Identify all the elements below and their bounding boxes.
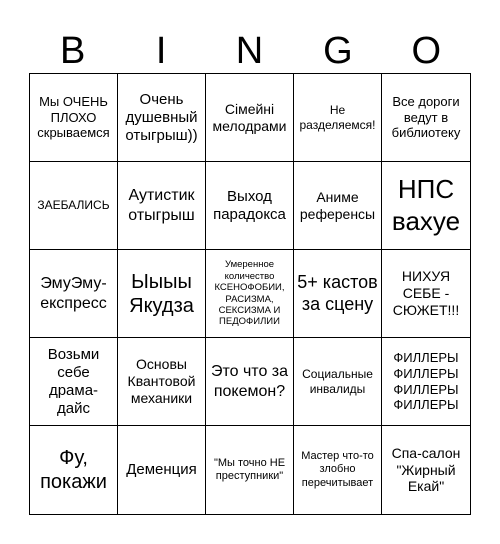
- bingo-card: [29, 73, 471, 515]
- bingo-cell[interactable]: Социальные инвалиды: [294, 338, 382, 426]
- bingo-cell[interactable]: Ыыыы Якудза: [118, 250, 206, 338]
- bingo-cell[interactable]: НИХУЯ СЕБЕ - СЮЖЕТ!!!: [382, 250, 470, 338]
- bingo-cell[interactable]: "Мы точно НЕ преступники": [206, 426, 294, 514]
- header-letter-n: N: [235, 29, 265, 72]
- bingo-cell[interactable]: Деменция: [118, 426, 206, 514]
- bingo-cell[interactable]: Аутистик отыгрыш: [118, 162, 206, 250]
- bingo-cell[interactable]: Выход парадокса: [206, 162, 294, 250]
- bingo-cell[interactable]: ЭмуЭму-експресс: [30, 250, 118, 338]
- bingo-cell[interactable]: Возьми себе драма-дайс: [30, 338, 118, 426]
- bingo-cell[interactable]: Это что за покемон?: [206, 338, 294, 426]
- bingo-cell[interactable]: Фу, покажи: [30, 426, 118, 514]
- bingo-cell[interactable]: Сімейні мелодрами: [206, 74, 294, 162]
- header-letter-g: G: [323, 29, 354, 72]
- bingo-header: [29, 28, 471, 74]
- bingo-cell[interactable]: Не разделяемся!: [294, 74, 382, 162]
- header-letter-o: O: [411, 29, 443, 72]
- bingo-cell[interactable]: Аниме референсы: [294, 162, 382, 250]
- bingo-cell[interactable]: 5+ кастов за сцену: [294, 250, 382, 338]
- bingo-cell[interactable]: Мастер что-то злобно перечитывает: [294, 426, 382, 514]
- bingo-cell[interactable]: Мы ОЧЕНЬ ПЛОХО скрываемся: [30, 74, 118, 162]
- bingo-cell[interactable]: НПС вахуе: [382, 162, 470, 250]
- bingo-cell[interactable]: Очень душевный отыгрыш)): [118, 74, 206, 162]
- header-letter-b: B: [60, 29, 87, 72]
- bingo-cell[interactable]: ЗАЕБАЛИСЬ: [30, 162, 118, 250]
- header-letter-i: I: [155, 29, 168, 72]
- bingo-cell[interactable]: Умеренное количество КСЕНОФОБИИ, РАСИЗМА, СЕКСИЗМА И ПЕДОФИЛИИ: [206, 250, 294, 338]
- bingo-cell[interactable]: Спа-салон "Жирный Екай": [391, 444, 461, 495]
- bingo-cell[interactable]: Все дороги ведут в библиотеку: [382, 74, 470, 162]
- bingo-cell[interactable]: ФИЛЛЕРЫ ФИЛЛЕРЫ ФИЛЛЕРЫ ФИЛЛЕРЫ: [382, 338, 470, 426]
- bingo-cell[interactable]: Основы Квантовой механики: [118, 338, 206, 426]
